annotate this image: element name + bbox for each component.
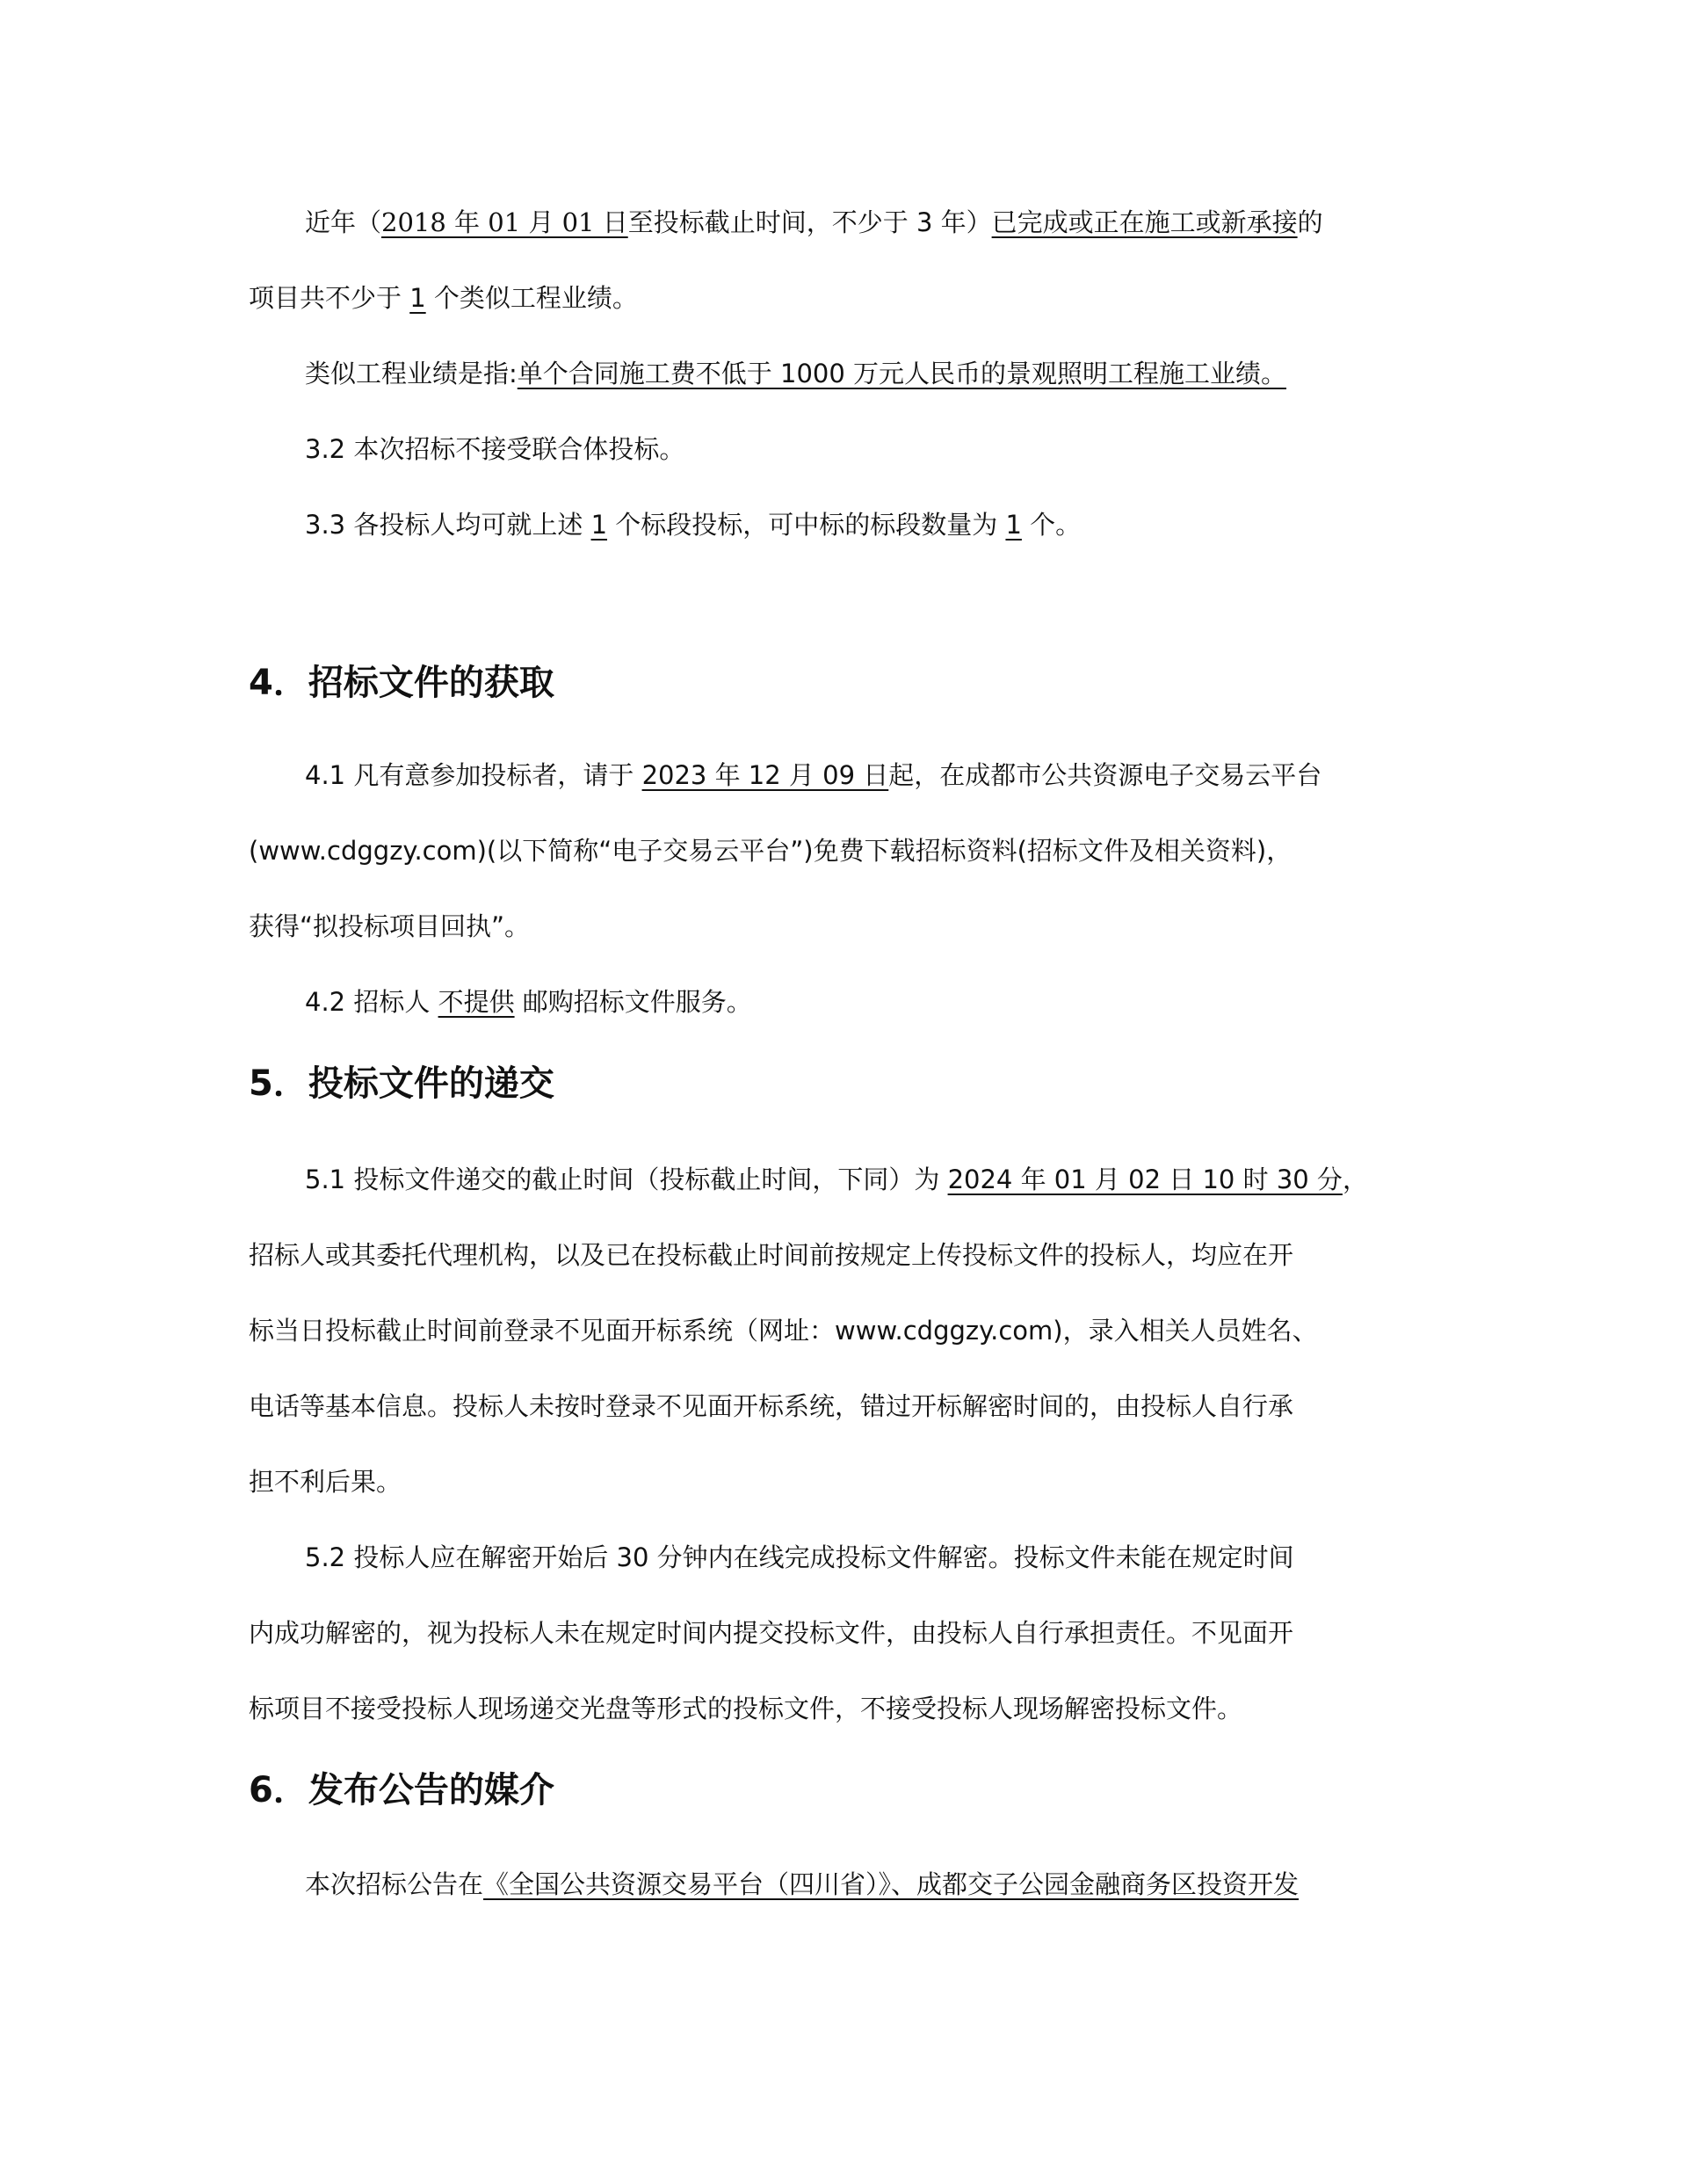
lot-count: 1 (590, 510, 608, 540)
clause-5-2-line-2: 内成功解密的，视为投标人未在规定时间内提交投标文件，由投标人自行承担责任。不见面开 (249, 1618, 1294, 1648)
text-span: 个。 (1021, 510, 1082, 540)
text-span: 4.1 凡有意参加投标者，请于 (305, 760, 642, 790)
similar-project-criteria: 单个合同施工费不低于 1000 万元人民币的景观照明工程施工业绩。 (517, 359, 1287, 388)
clause-5-2-line-3: 标项目不接受投标人现场递交光盘等形式的投标文件，不接受投标人现场解密投标文件。 (249, 1694, 1243, 1723)
text-span: 的 (1297, 207, 1323, 237)
text-span: 4.2 招标人 (305, 987, 438, 1017)
text-span: 项目共不少于 (249, 283, 410, 313)
publication-media: 《全国公共资源交易平台（四川省）》、成都交子公园金融商务区投资开发 (483, 1869, 1300, 1899)
clause-4-1-line-1 (305, 758, 1321, 793)
clause-5-1-line-5: 担不利后果。 (249, 1467, 402, 1497)
clause-4-1-line-2: (www.cdggzy.com)(以下简称“电子交易云平台”)免费下载招标资料(招标文件及相关资料)， (249, 836, 1292, 866)
text-span: 类似工程业绩是指: (305, 359, 518, 388)
bid-deadline: 2024 年 01 月 02 日 10 时 30 分 (947, 1165, 1343, 1194)
project-count: 1 (409, 283, 426, 313)
text-span: 3.3 各投标人均可就上述 (305, 510, 591, 540)
text-span: 起，在成都市公共资源电子交易云平台 (888, 760, 1322, 790)
text-span: 近年（ (305, 207, 382, 237)
mail-service-option: 不提供 (438, 987, 515, 1017)
clause-4-1-line-3: 获得“拟投标项目回执”。 (249, 911, 531, 941)
text-span: 个标段投标，可中标的标段数量为 (607, 510, 1006, 540)
text-span: ， (1342, 1165, 1368, 1194)
clause-6-line-1 (305, 1867, 1299, 1902)
text-span: 5.1 投标文件递交的截止时间（投标截止时间，下同）为 (305, 1165, 948, 1194)
download-start-date: 2023 年 12 月 09 日 (641, 760, 889, 790)
text-span: 个类似工程业绩。 (425, 283, 638, 313)
similar-project-definition (305, 356, 1286, 391)
qualification-line-1 (305, 205, 1323, 240)
text-span: 本次招标公告在 (305, 1869, 484, 1899)
clause-5-1-line-2: 招标人或其委托代理机构，以及已在投标截止时间前按规定上传投标文件的投标人，均应在开 (249, 1240, 1294, 1270)
project-status-underlined: 已完成或正在施工或新承接 (991, 207, 1298, 237)
clause-5-1-line-1 (305, 1162, 1368, 1197)
section-heading-4: 4．招标文件的获取 (249, 663, 554, 703)
text-span: 至投标截止时间，不少于 3 年） (627, 207, 992, 237)
clause-5-1-line-3: 标当日投标截止时间前登录不见面开标系统（网址：www.cdggzy.com)，录入相关人员姓名、 (249, 1316, 1318, 1346)
winnable-lot-count: 1 (1005, 510, 1022, 540)
clause-4-2 (305, 984, 752, 1019)
clause-5-2-line-1: 5.2 投标人应在解密开始后 30 分钟内在线完成投标文件解密。投标文件未能在规定时间 (305, 1542, 1294, 1572)
text-span: 邮购招标文件服务。 (514, 987, 752, 1017)
section-heading-5: 5．投标文件的递交 (249, 1063, 554, 1104)
section-heading-6: 6．发布公告的媒介 (249, 1770, 554, 1810)
performance-start-date: 2018 年 01 月 01 日 (381, 207, 628, 237)
clause-3-2: 3.2 本次招标不接受联合体投标。 (305, 434, 685, 464)
clause-5-1-line-4: 电话等基本信息。投标人未按时登录不见面开标系统，错过开标解密时间的，由投标人自行承 (249, 1391, 1294, 1421)
qualification-line-2 (249, 280, 638, 316)
clause-3-3 (305, 507, 1081, 542)
